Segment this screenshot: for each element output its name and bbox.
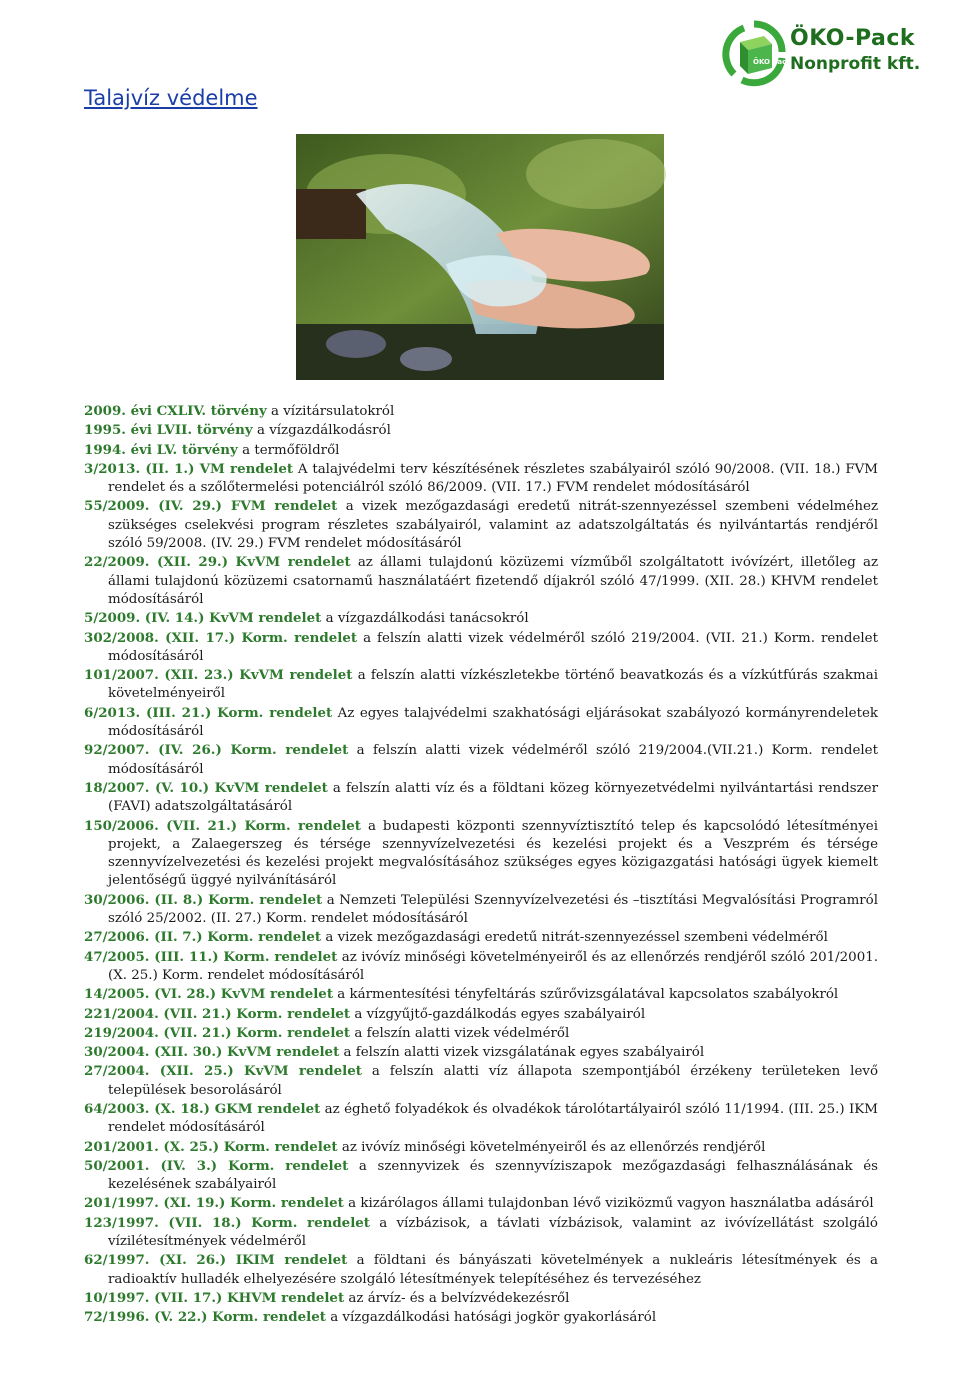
legislation-item xyxy=(84,1194,878,1213)
legislation-item xyxy=(84,553,878,609)
legislation-item xyxy=(84,891,878,929)
legislation-ref: 201/2001. (X. 25.) Korm. rendelet xyxy=(84,1138,338,1155)
legislation-desc: a kizárólagos állami tulajdonban lévő viziközmű vagyon használatba adásáról xyxy=(343,1196,874,1212)
legislation-item xyxy=(84,497,878,553)
legislation-ref: 1994. évi LV. törvény xyxy=(84,441,238,458)
legislation-desc: az éghető folyadékok és olvadékok tárolótartályairól szóló 11/1994. (III. 25.) IKM rendelet módosításáról xyxy=(108,1101,878,1136)
logo-box-text: ÖKO Pack xyxy=(753,58,791,66)
legislation-item xyxy=(84,1308,878,1327)
legislation-item xyxy=(84,402,878,421)
recycle-box-icon xyxy=(722,20,791,90)
legislation-item xyxy=(84,948,878,986)
legislation-ref: 10/1997. (VII. 17.) KHVM rendelet xyxy=(84,1289,345,1306)
legislation-item xyxy=(84,1100,878,1138)
legislation-desc: a vízgazdálkodási tanácsokról xyxy=(321,611,529,627)
legislation-item xyxy=(84,928,878,947)
legislation-desc: a felszín alatti vízkészletekbe történő beavatkozás és a vízkútfúrás szakmai követelményeiről xyxy=(108,668,878,702)
legislation-ref: 201/1997. (XI. 19.) Korm. rendelet xyxy=(84,1195,344,1212)
legislation-ref: 302/2008. (XII. 17.) Korm. rendelet xyxy=(84,629,358,646)
legislation-ref: 101/2007. (XII. 23.) KvVM rendelet xyxy=(84,667,353,684)
legislation-item xyxy=(84,609,878,628)
legislation-desc: a szennyvizek és szennyvíziszapok mezőgazdasági felhasználásának és kezelésének szabályairól xyxy=(108,1158,878,1193)
legislation-item xyxy=(84,460,878,498)
legislation-item xyxy=(84,1289,878,1308)
legislation-ref: 92/2007. (IV. 26.) Korm. rendelet xyxy=(84,742,349,759)
legislation-desc: a földtani és bányászati követelmények a nukleáris létesítmények és a radioaktív hulladék elhelyezésére szolgáló létesítmények telepítéséhez és tervezéséhez xyxy=(108,1253,879,1287)
legislation-item xyxy=(84,1251,878,1289)
legislation-ref: 55/2009. (IV. 29.) FVM rendelet xyxy=(84,498,338,515)
legislation-item xyxy=(84,1005,878,1024)
legislation-desc: a kármentesítési tényfeltárás szűrővizsgálatával kapcsolatos szabályokról xyxy=(333,987,839,1003)
legislation-item xyxy=(84,741,878,779)
legislation-ref: 5/2009. (IV. 14.) KvVM rendelet xyxy=(84,610,322,627)
legislation-ref: 14/2005. (VI. 28.) KvVM rendelet xyxy=(84,986,334,1003)
legislation-item xyxy=(84,1062,878,1100)
page-title: Talajvíz védelme xyxy=(84,86,258,110)
legislation-ref: 1995. évi LVII. törvény xyxy=(84,422,253,439)
legislation-desc: a termőföldről xyxy=(237,442,340,458)
legislation-desc: a felszín alatti vizek védelméről xyxy=(350,1025,570,1041)
legislation-item xyxy=(84,666,878,704)
logo-subtitle: Nonprofit kft. xyxy=(790,54,921,74)
legislation-item xyxy=(84,704,878,742)
oko-pack-logo xyxy=(722,20,942,90)
legislation-item xyxy=(84,1043,878,1062)
legislation-ref: 3/2013. (II. 1.) VM rendelet xyxy=(84,460,294,477)
legislation-ref: 47/2005. (III. 11.) Korm. rendelet xyxy=(84,948,338,965)
legislation-desc: az ivóvíz minőségi követelményeiről és az ellenőrzés rendjéről xyxy=(337,1139,766,1155)
legislation-item xyxy=(84,421,878,440)
legislation-desc: a vízbázisok, a távlati vízbázisok, valamint az ivóvízellátást szolgáló vízilétesítmények védelméről xyxy=(108,1215,878,1250)
legislation-desc: a vízitársulatokról xyxy=(266,404,395,419)
legislation-ref: 123/1997. (VII. 18.) Korm. rendelet xyxy=(84,1214,370,1231)
legislation-ref: 219/2004. (VII. 21.) Korm. rendelet xyxy=(84,1024,351,1041)
legislation-ref: 27/2004. (XII. 25.) KvVM rendelet xyxy=(84,1063,362,1080)
legislation-desc: a vízgazdálkodásról xyxy=(252,423,391,439)
legislation-desc: az ivóvíz minőségi követelményeiről és az ellenőrzés rendjéről szóló 201/2001. (X. 25.) Korm. rendelet módosításáról xyxy=(108,949,878,983)
legislation-ref: 50/2001. (IV. 3.) Korm. rendelet xyxy=(84,1157,349,1174)
legislation-desc: a felszín alatti víz és a földtani közeg környezetvédelmi nyilvántartási rendszer (FAVI) adatszolgáltatásáról xyxy=(108,780,878,815)
legislation-ref: 221/2004. (VII. 21.) Korm. rendelet xyxy=(84,1005,351,1022)
water-hands-photo xyxy=(296,134,664,380)
legislation-desc: Az egyes talajvédelmi szakhatósági eljárásokat szabályozó kormányrendeletek módosításáról xyxy=(108,705,878,740)
legislation-ref: 64/2003. (X. 18.) GKM rendelet xyxy=(84,1100,321,1117)
legislation-ref: 27/2006. (II. 7.) Korm. rendelet xyxy=(84,929,322,946)
legislation-desc: a felszín alatti víz állapota szempontjából érzékeny területeken levő települések besorolásáról xyxy=(108,1064,878,1098)
legislation-ref: 62/1997. (XI. 26.) IKIM rendelet xyxy=(84,1252,348,1269)
legislation-item xyxy=(84,779,878,817)
legislation-ref: 30/2004. (XII. 30.) KvVM rendelet xyxy=(84,1044,340,1061)
legislation-ref: 150/2006. (VII. 21.) Korm. rendelet xyxy=(84,817,361,834)
legislation-desc: a felszín alatti vizek védelméről szóló 219/2004. (VII. 21.) Korm. rendelet módosításáról xyxy=(108,630,878,664)
logo-name: ÖKO-Pack xyxy=(790,26,916,51)
legislation-item xyxy=(84,1157,878,1195)
legislation-desc: a felszín alatti vizek védelméről szóló 219/2004.(VII.21.) Korm. rendelet módosításáról xyxy=(108,743,878,777)
legislation-item xyxy=(84,985,878,1004)
legislation-item xyxy=(84,1024,878,1043)
legislation-item xyxy=(84,1138,878,1157)
legislation-item xyxy=(84,629,878,667)
legislation-desc: a vizek mezőgazdasági eredetű nitrát-szennyezéssel szembeni védelméhez szükséges cselekvési program részletes szabályairól, valamint az adatszolgáltatás és nyilvántartás rendjéről szóló 59/2008. (IV. 29.) FVM rendelet módosításáról xyxy=(108,499,878,552)
legislation-ref: 72/1996. (V. 22.) Korm. rendelet xyxy=(84,1309,326,1326)
legislation-desc: a felszín alatti vizek vizsgálatának egyes szabályairól xyxy=(339,1045,705,1061)
legislation-ref: 30/2006. (II. 8.) Korm. rendelet xyxy=(84,891,323,908)
legislation-ref: 18/2007. (V. 10.) KvVM rendelet xyxy=(84,779,328,796)
legislation-ref: 2009. évi CXLIV. törvény xyxy=(84,403,267,419)
legislation-item xyxy=(84,1214,878,1252)
legislation-desc: a vízgyűjtő-gazdálkodás egyes szabályairól xyxy=(350,1006,646,1022)
legislation-desc: a Nemzeti Települési Szennyvízelvezetési és –tisztítási Megvalósítási Programról szóló 25/2002. (II. 27.) Korm. rendelet módosításáról xyxy=(108,892,879,927)
legislation-desc: a budapesti központi szennyvíztisztító telep és kapcsolódó létesítményei projekt, a Zalaegerszeg és térsége szennyvízelvezetési és kezelési projekt és a Veszprém és térsége szennyvízelvezetési és kezelési projekt megvalósításához szükséges egyes közigazgatási hatósági ügyek kiemelt jelentőségű üggyé nyilvánításáról xyxy=(108,818,878,889)
legislation-list xyxy=(84,402,878,1328)
legislation-item xyxy=(84,817,878,891)
legislation-ref: 6/2013. (III. 21.) Korm. rendelet xyxy=(84,704,333,721)
legislation-ref: 22/2009. (XII. 29.) KvVM rendelet xyxy=(84,554,351,571)
legislation-desc: az árvíz- és a belvízvédekezésről xyxy=(344,1290,570,1306)
legislation-desc: a vizek mezőgazdasági eredetű nitrát-szennyezéssel szembeni védelméről xyxy=(321,930,828,946)
legislation-item xyxy=(84,441,878,460)
legislation-desc: a vízgazdálkodási hatósági jogkör gyakorlásáról xyxy=(325,1310,657,1326)
legislation-desc: az állami tulajdonú közüzemi vízműből szolgáltatott ivóvízért, illetőleg az állami tulajdonú közüzemi csatornamű használatáért fizetendő díjakról szóló 47/1999. (XII. 28.) KHVM rendelet módosításáról xyxy=(108,555,879,607)
legislation-desc: A talajvédelmi terv készítésének részletes szabályairól szóló 90/2008. (VII. 18.) FVM rendelet és a szőlőtermelési potenciálról szóló 86/2009. (VII. 17.) FVM rendelet módosításáról xyxy=(108,461,878,496)
